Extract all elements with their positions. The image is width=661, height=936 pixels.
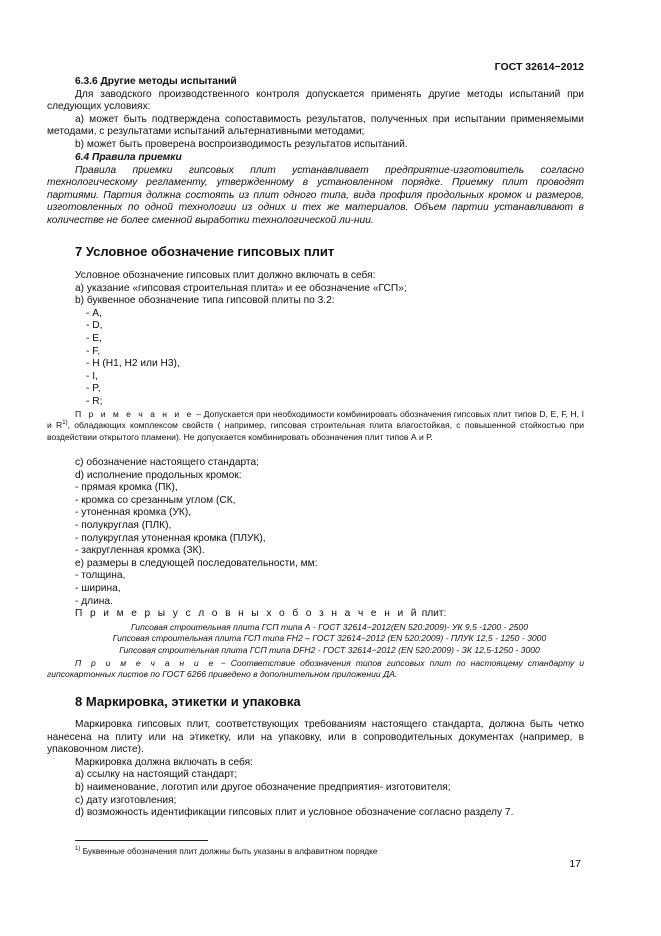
section-8-title: 8 Маркировка, этикетки и упаковка: [75, 694, 301, 709]
designation-example: Гипсовая строительная плита ГСП типа DFH2 - ГОСТ 32614−2012 (EN 520:2009) - ЗК 12,5-1250 - 3000: [119, 644, 540, 655]
section-8-item-d: d) возможность идентификации гипсовых плит и условное обозначение согласно разделу 7.: [75, 807, 514, 819]
type-list: [75, 308, 584, 409]
section-7-item-d: d) исполнение продольных кромок:: [75, 469, 242, 481]
section-6-4: [47, 152, 584, 228]
section-7-body: [75, 270, 584, 409]
section-7-item-e: е) размеры в следующей последовательности, мм:: [75, 557, 318, 569]
note-2-text: − Соответствие обозначения типов гипсовых плит по настоящему стандарту и гипсокартонных листов по ГОСТ 6266 приведено в дополнительном приложении ДА.: [47, 658, 585, 680]
section-7-item-b: b) буквенное обозначение типа гипсовой плиты по 3.2:: [75, 295, 335, 307]
section-6-3-6-intro-text: Для заводского производственного контроля допускается применять другие методы испытаний при следующих условиях:: [47, 88, 584, 113]
section-8-item-b: b) наименование, логотип или другое обозначение предприятия- изготовителя;: [75, 781, 451, 793]
edge-list-item: - полукруглая утоненная кромка (ПЛУК),: [75, 532, 266, 544]
type-list-item: - А,: [86, 307, 102, 319]
edge-list-item: - утоненная кромка (УК),: [75, 507, 192, 519]
type-list-item: - I,: [86, 370, 98, 382]
section-6-3-6-title: 6.3.6 Другие методы испытаний: [75, 76, 237, 87]
edge-list-item: - прямая кромка (ПК),: [75, 482, 178, 494]
section-7-note-2: [47, 658, 584, 681]
dimension-list-item: - ширина,: [75, 582, 121, 594]
type-list-item: - E,: [86, 332, 102, 344]
footnote-ref: 1): [62, 420, 68, 427]
section-7-note-1: [47, 409, 584, 443]
section-8-item-c: с) дату изготовления;: [75, 794, 177, 806]
designation-example: Гипсовая строительная плита ГСП типа А - ГОСТ 32614−2012(EN 520:2009)- УК 9,5 -1200 - 2500: [131, 622, 528, 632]
section-6-3-6: [47, 76, 584, 152]
section-8-para-1: Маркировка гипсовых плит, соответствующих требованиям настоящего стандарта, должна быть четко нанесена на плиту или на этикетку, или на упаковку, или в сопроводительных документах (например, в упаковочном листе).: [47, 719, 584, 756]
section-7-title: 7 Условное обозначение гипсовых плит: [75, 244, 335, 259]
edge-list-item: - полукруглая (ПЛК),: [75, 519, 172, 531]
note-2-label: П р и м е ч а н и е: [75, 658, 216, 668]
section-6-3-6-item-a: [47, 114, 584, 139]
section-8-para-2: Маркировка должна включать в себя:: [75, 756, 254, 768]
section-8-item-a: а) ссылку на настоящий стандарт;: [75, 769, 238, 781]
note-label: П р и м е ч а н и е: [75, 409, 194, 419]
designation-examples: [75, 622, 584, 656]
dimension-list-item: - толщина,: [75, 570, 126, 582]
footnote-divider: [75, 840, 208, 841]
document-header-id: ГОСТ 32614−2012: [494, 61, 584, 73]
section-6-3-6-item-a-text: а) может быть подтверждена сопоставимость результатов, полученных при испытании применяемыми методами, с результатами испытаний альтернативными методами;: [47, 113, 584, 138]
type-list-item: - P,: [86, 383, 101, 395]
examples-heading: [75, 608, 584, 621]
footnote-mark: 1): [75, 846, 81, 853]
section-7-item-c: с) обозначение настоящего стандарта;: [75, 457, 259, 468]
type-list-item: - H (H1, H2 или H3),: [86, 358, 180, 370]
section-6-3-6-item-b: b) может быть проверена воспроизводимость результатов испытаний.: [75, 138, 408, 150]
examples-label: П р и м е р ы у с л о в н ы х о б о з н а ч е н и й: [75, 608, 419, 620]
type-list-item: - R;: [86, 395, 103, 407]
examples-suffix: плит:: [418, 608, 447, 620]
note-text: – Допускается при необходимости комбинировать обозначения гипсовых плит типов D, E, F, H, I и R: [47, 409, 584, 431]
edge-list-item: - кромка со срезанным углом (СК,: [75, 494, 236, 506]
note-text-cont: , обладающих комплексом свойств ( например, гипсовая строительная плита влагостойкая, с повышенной стойкостью при воздействии открытого пламени). Не допускается комбинировать обозначения плит типов А и Р.: [47, 420, 584, 442]
section-6-4-text: Правила приемки гипсовых плит устанавливает предприятие-изготовитель согласно технологическому регламенту, утвержденному в установленном порядке. Приемку плит проводят партиями. Партия должна состоять из плит одного типа, вида профиля продольных кромок и размеров, изготовленных по одной технологии из одних и тех же материалов. Объем партии устанавливают в количестве не более сменной выработки технологической ли-нии.: [47, 164, 584, 226]
section-6-4-title: 6.4 Правила приемки: [75, 152, 182, 163]
section-7-body-2: [75, 457, 584, 621]
section-7-intro: Условное обозначение гипсовых плит должно включать в себя:: [75, 270, 376, 281]
page-number: 17: [569, 858, 581, 870]
designation-example: Гипсовая строительная плита ГСП типа FH2 – ГОСТ 32614−2012 (EN 520:2009) - ПЛУК 12,5 - 1250 - 3000: [112, 633, 547, 644]
type-list-item: - F,: [86, 345, 101, 357]
type-list-item: - D,: [86, 320, 103, 332]
section-8-body: [47, 719, 584, 820]
footnote: [75, 846, 378, 856]
footnote-text: Буквенные обозначения плит должны быть указаны в алфавитном порядке: [80, 846, 378, 856]
dimension-list-item: - длина.: [75, 595, 113, 607]
section-6-3-6-intro: [47, 89, 584, 114]
section-7-item-a: а) указание «гипсовая строительная плита» и ее обозначение «ГСП»;: [75, 282, 407, 294]
edge-list-item: - закругленная кромка (ЗК).: [75, 545, 205, 557]
